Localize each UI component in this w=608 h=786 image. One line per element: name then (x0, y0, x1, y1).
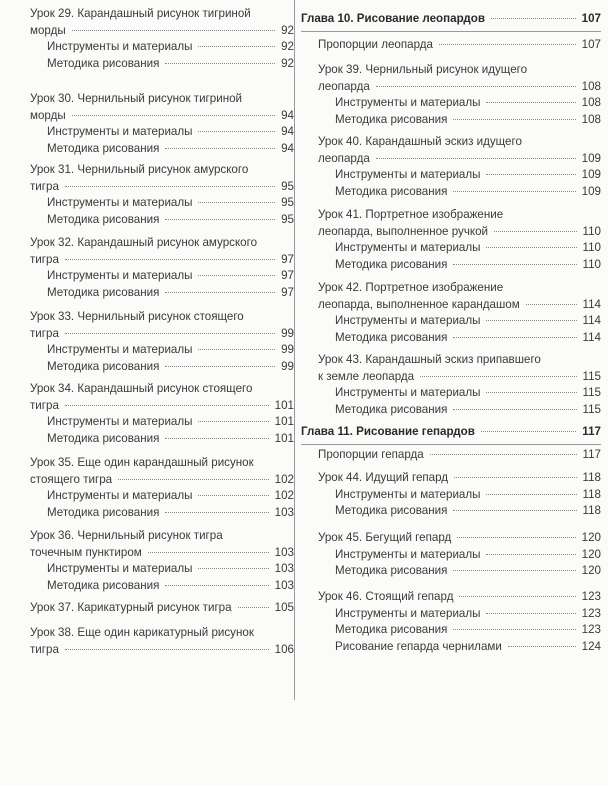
subentry-row-title: Методика рисования (335, 330, 448, 344)
subentry-row-page: 103 (274, 505, 294, 519)
subentry-row-page: 99 (281, 343, 294, 356)
entry-row[interactable] (301, 37, 601, 54)
subentry-row-page: 110 (582, 241, 601, 254)
dot-leader (486, 494, 576, 495)
toc-subentry (301, 184, 601, 201)
subentry-row[interactable] (301, 639, 601, 656)
entry-row-page: 107 (581, 38, 601, 51)
subentry-row-page: 109 (581, 168, 601, 181)
subentry-row-title: Инструменты и материалы (47, 562, 193, 575)
lesson-row-title: к земле леопарда (318, 369, 415, 383)
subentry-row-page: 123 (581, 623, 601, 636)
toc-subentry (0, 56, 294, 73)
dot-leader (526, 304, 577, 305)
subentry-row-title: Инструменты и материалы (335, 386, 481, 399)
subentry-row-title: Методика рисования (335, 623, 448, 636)
subentry-row[interactable] (0, 56, 294, 73)
lesson-title-line1: Урок 43. Карандашный эскиз припавшего (318, 353, 541, 366)
toc-subentry (301, 257, 601, 274)
dot-leader (198, 349, 275, 350)
lesson-row[interactable] (301, 224, 601, 241)
subentry-row[interactable] (0, 431, 294, 448)
subentry-row-page: 120 (581, 547, 601, 561)
lesson-row-title: тигра (30, 642, 59, 656)
subentry-row[interactable] (0, 578, 294, 595)
toc-subentry (0, 141, 294, 158)
toc-lesson (0, 625, 294, 658)
lesson-row-page: 92 (281, 23, 294, 37)
subentry-row[interactable] (0, 141, 294, 158)
subentry-row-title: Методика рисования (335, 504, 448, 517)
dot-leader (72, 30, 275, 31)
toc-lesson (0, 235, 294, 301)
subentry-row-title: Методика рисования (47, 285, 160, 299)
toc-subentry (0, 212, 294, 229)
toc-subentry (301, 487, 601, 504)
dot-leader (72, 115, 275, 116)
subentry-row-title: Инструменты и материалы (335, 96, 481, 109)
dot-leader (65, 649, 269, 650)
entry-row-page: 117 (582, 448, 601, 461)
dot-leader (165, 585, 268, 586)
subentry-row-page: 115 (582, 402, 601, 416)
dot-leader (165, 148, 275, 149)
dot-leader (198, 568, 268, 569)
subentry-row-title: Методика рисования (335, 112, 448, 126)
lesson-title-line1: Урок 35. Еще один карандашный рисунок (30, 456, 254, 469)
lesson-row-page: 106 (274, 642, 294, 656)
subentry-row-title: Инструменты и материалы (47, 269, 193, 282)
lesson-title-line1: Урок 31. Чернильный рисунок амурского (30, 163, 249, 176)
lesson-row-page: 110 (582, 224, 601, 238)
lesson-row[interactable] (301, 297, 601, 314)
lesson-row-title: точечным пунктиром (30, 545, 142, 559)
subentry-row-title: Методика рисования (47, 141, 160, 155)
dot-leader (165, 512, 268, 513)
subentry-row-page: 115 (582, 386, 601, 399)
subentry-row[interactable] (301, 167, 601, 184)
dot-leader (486, 247, 576, 248)
toc-subentry (301, 639, 601, 656)
subentry-row-title: Инструменты и материалы (47, 40, 193, 53)
subentry-row-title: Методика рисования (47, 212, 160, 226)
lesson-title-line1: Урок 33. Чернильный рисунок стоящего (30, 310, 244, 323)
subentry-row-title: Методика рисования (335, 402, 448, 416)
dot-leader (454, 477, 576, 478)
dot-leader (453, 264, 576, 265)
lesson-row[interactable] (301, 79, 601, 96)
toc-lesson (301, 352, 601, 418)
toc-lesson (0, 309, 294, 375)
column-divider (294, 0, 295, 700)
lesson-row-page: 102 (274, 472, 294, 486)
toc-lesson (301, 589, 601, 655)
dot-leader (118, 479, 269, 480)
subentry-row-title: Методика рисования (335, 564, 448, 577)
dot-leader (453, 570, 575, 571)
entry-row-title: Пропорции леопарда (318, 38, 433, 51)
lesson-row-title: Урок 44. Идущий гепард (318, 471, 449, 484)
dot-leader (65, 259, 275, 260)
subentry-row[interactable] (0, 124, 294, 141)
toc-subentry (0, 39, 294, 56)
toc-lesson (301, 470, 601, 520)
lesson-row-title: леопарда, выполненное карандашом (318, 297, 520, 311)
lesson-title-line1: Урок 41. Портретное изображение (318, 208, 504, 221)
subentry-row[interactable] (301, 563, 601, 580)
dot-leader (453, 191, 575, 192)
lesson-title-line1: Урок 39. Чернильный рисунок идущего (318, 63, 528, 76)
toc-subentry (0, 285, 294, 302)
subentry-row-title: Инструменты и материалы (47, 489, 193, 502)
lesson-row-page: 97 (281, 252, 294, 266)
lesson-title-line1: Урок 38. Еще один карикатурный рисунок (30, 626, 254, 639)
subentry-row-page: 114 (582, 330, 601, 344)
toc-entry (301, 37, 601, 54)
subentry-row-page: 92 (281, 40, 294, 53)
dot-leader (65, 405, 269, 406)
subentry-row[interactable] (0, 342, 294, 359)
toc-subentry (0, 124, 294, 141)
toc-subentry (301, 167, 601, 184)
subentry-row[interactable] (301, 606, 601, 623)
toc-subentry (301, 330, 601, 347)
dot-leader (165, 438, 268, 439)
toc-lesson (301, 530, 601, 580)
entry-row-page: 105 (274, 601, 294, 614)
lesson-row[interactable] (301, 151, 601, 168)
lesson-row[interactable] (0, 326, 294, 343)
subentry-row[interactable] (301, 184, 601, 201)
subentry-row[interactable] (301, 503, 601, 520)
entry-row[interactable] (301, 447, 601, 464)
lesson-row-page: 109 (581, 151, 601, 165)
lesson-row-title: стоящего тигра (30, 472, 113, 486)
dot-leader (65, 186, 275, 187)
subentry-row-page: 103 (274, 578, 294, 592)
subentry-row[interactable] (0, 39, 294, 56)
dot-leader (198, 421, 268, 422)
subentry-row-title: Инструменты и материалы (335, 241, 481, 254)
subentry-row[interactable] (0, 212, 294, 229)
toc-subentry (301, 240, 601, 257)
lesson-row-page: 95 (281, 179, 294, 193)
subentry-row-page: 95 (281, 196, 294, 209)
lesson-row[interactable] (0, 642, 294, 659)
toc-subentry (301, 385, 601, 402)
dot-leader (165, 292, 275, 293)
dot-leader (198, 275, 275, 276)
subentry-row[interactable] (301, 487, 601, 504)
dot-leader (198, 46, 275, 47)
toc-lesson (0, 91, 294, 157)
subentry-row-title: Рисование гепарда чернилами (335, 639, 502, 653)
toc-subentry (0, 359, 294, 376)
subentry-row-page: 108 (581, 96, 601, 109)
lesson-row-page: 123 (581, 590, 601, 603)
lesson-row[interactable] (301, 589, 601, 606)
toc-subentry (0, 488, 294, 505)
lesson-row-title: тигра (30, 252, 59, 266)
subentry-row[interactable] (0, 195, 294, 212)
subentry-row[interactable] (301, 313, 601, 330)
subentry-row[interactable] (0, 285, 294, 302)
dot-leader (148, 552, 269, 553)
toc-entry (301, 447, 601, 464)
subentry-row[interactable] (301, 257, 601, 274)
dot-leader (486, 102, 575, 103)
toc-subentry (301, 547, 601, 564)
dot-leader (457, 537, 575, 538)
subentry-row-title: Инструменты и материалы (335, 547, 481, 561)
lesson-title-line1: Урок 29. Карандашный рисунок тигриной (30, 7, 251, 20)
subentry-row-page: 95 (281, 212, 294, 226)
toc-subentry (0, 561, 294, 578)
subentry-row-title: Инструменты и материалы (335, 314, 481, 327)
entry-row-title: Пропорции гепарда (318, 448, 424, 461)
dot-leader (238, 607, 269, 608)
subentry-row-title: Инструменты и материалы (335, 487, 481, 501)
lesson-row[interactable] (301, 470, 601, 487)
lesson-row-title: тигра (30, 326, 59, 340)
subentry-row-page: 118 (582, 487, 601, 501)
chapter-row-page: 117 (582, 425, 601, 438)
lesson-row-page: 118 (582, 471, 601, 484)
entry-row[interactable] (0, 600, 294, 617)
lesson-row[interactable] (0, 179, 294, 196)
subentry-row-title: Методика рисования (47, 56, 160, 70)
lesson-row[interactable] (0, 252, 294, 269)
subentry-row[interactable] (0, 488, 294, 505)
subentry-row-title: Методика рисования (335, 184, 448, 198)
dot-leader (453, 629, 575, 630)
dot-leader (481, 431, 576, 432)
subentry-row-page: 102 (274, 489, 294, 502)
lesson-row-title: тигра (30, 179, 59, 193)
subentry-row[interactable] (301, 385, 601, 402)
toc-subentry (301, 503, 601, 520)
lesson-title-line1: Урок 36. Чернильный рисунок тигра (30, 529, 223, 542)
dot-leader (459, 596, 575, 597)
subentry-row-page: 124 (581, 639, 601, 653)
subentry-row-page: 97 (281, 285, 294, 299)
subentry-row-title: Методика рисования (335, 257, 448, 271)
lesson-title-line1: Урок 32. Карандашный рисунок амурского (30, 236, 258, 249)
toc-entry (0, 600, 294, 617)
dot-leader (453, 409, 576, 410)
chapter-row-page: 107 (581, 12, 601, 25)
dot-leader (65, 333, 275, 334)
subentry-row[interactable] (301, 240, 601, 257)
subentry-row-page: 94 (281, 125, 294, 138)
toc-subentry (301, 95, 601, 112)
lesson-row-page: 101 (274, 398, 294, 412)
lesson-row-page: 115 (582, 369, 601, 383)
subentry-row-page: 123 (581, 606, 601, 620)
toc-subentry (301, 563, 601, 580)
dot-leader (491, 18, 576, 19)
dot-leader (453, 510, 576, 511)
dot-leader (198, 495, 268, 496)
subentry-row-page: 103 (274, 562, 294, 575)
toc-subentry (301, 313, 601, 330)
subentry-row-page: 92 (281, 56, 294, 70)
lesson-title-line1: Урок 30. Чернильный рисунок тигриной (30, 92, 243, 105)
dot-leader (165, 219, 275, 220)
toc-subentry (301, 112, 601, 129)
chapter-row-title: Глава 10. Рисование леопардов (301, 12, 485, 25)
lesson-title-line1: Урок 42. Портретное изображение (318, 281, 504, 294)
chapter-row-title: Глава 11. Рисование гепардов (301, 425, 475, 438)
lesson-row-title: Урок 45. Бегущий гепард (318, 531, 452, 544)
dot-leader (453, 119, 575, 120)
lesson-row-title: леопарда, выполненное ручкой (318, 224, 489, 238)
subentry-row-title: Инструменты и материалы (47, 415, 193, 428)
subentry-row[interactable] (301, 622, 601, 639)
subentry-row[interactable] (301, 547, 601, 564)
lesson-row-page: 120 (581, 531, 601, 544)
subentry-row-page: 118 (582, 504, 601, 517)
dot-leader (486, 320, 576, 321)
dot-leader (198, 131, 275, 132)
dot-leader (453, 337, 576, 338)
subentry-row[interactable] (0, 414, 294, 431)
lesson-row-page: 103 (274, 545, 294, 559)
lesson-row-page: 114 (582, 297, 601, 311)
lesson-row-title: леопарда (318, 79, 370, 93)
subentry-row-page: 110 (582, 257, 601, 271)
toc-chapter (301, 11, 601, 32)
dot-leader (165, 63, 275, 64)
lesson-row-title: тигра (30, 398, 59, 412)
dot-leader (430, 454, 577, 455)
chapter-row[interactable] (301, 11, 601, 28)
toc-chapter (301, 424, 601, 445)
subentry-row-page: 120 (581, 564, 601, 577)
lesson-row-title: леопарда (318, 151, 370, 165)
subentry-row[interactable] (301, 330, 601, 347)
subentry-row-page: 99 (281, 359, 294, 373)
subentry-row-title: Методика рисования (47, 505, 160, 519)
dot-leader (376, 158, 576, 159)
lesson-row[interactable] (0, 472, 294, 489)
subentry-row-title: Методика рисования (47, 359, 160, 373)
toc-subentry (0, 578, 294, 595)
toc-lesson (0, 455, 294, 521)
toc-lesson (0, 6, 294, 72)
toc-subentry (301, 622, 601, 639)
dot-leader (439, 44, 576, 45)
subentry-row-title: Методика рисования (47, 578, 160, 592)
toc-lesson (301, 207, 601, 273)
subentry-row[interactable] (301, 112, 601, 129)
subentry-row-title: Инструменты и материалы (47, 343, 193, 356)
lesson-title-line1: Урок 34. Карандашный рисунок стоящего (30, 382, 253, 395)
dot-leader (494, 231, 577, 232)
subentry-row-title: Инструменты и материалы (47, 196, 193, 209)
subentry-row-page: 94 (281, 141, 294, 155)
lesson-row-title: Урок 46. Стоящий гепард (318, 590, 454, 603)
toc-subentry (0, 414, 294, 431)
chapter-row[interactable] (301, 424, 601, 441)
subentry-row-title: Инструменты и материалы (47, 125, 193, 138)
lesson-row[interactable] (0, 23, 294, 40)
dot-leader (486, 392, 576, 393)
lesson-row-page: 99 (281, 326, 294, 340)
subentry-row-title: Инструменты и материалы (335, 606, 481, 620)
toc-lesson (0, 528, 294, 594)
toc-lesson (301, 280, 601, 346)
lesson-row-page: 94 (281, 108, 294, 122)
dot-leader (486, 174, 575, 175)
subentry-row[interactable] (0, 359, 294, 376)
subentry-row-page: 101 (274, 431, 294, 445)
toc-lesson (0, 162, 294, 228)
dot-leader (165, 366, 275, 367)
lesson-row[interactable] (301, 369, 601, 386)
toc-lesson (301, 134, 601, 200)
toc-subentry (0, 268, 294, 285)
subentry-row-title: Методика рисования (47, 431, 160, 445)
lesson-row[interactable] (0, 108, 294, 125)
subentry-row[interactable] (301, 95, 601, 112)
subentry-row-title: Инструменты и материалы (335, 168, 481, 181)
subentry-row[interactable] (0, 561, 294, 578)
lesson-row[interactable] (301, 530, 601, 547)
toc-subentry (0, 505, 294, 522)
subentry-row[interactable] (0, 268, 294, 285)
dot-leader (198, 202, 275, 203)
dot-leader (486, 613, 575, 614)
subentry-row-page: 97 (281, 269, 294, 282)
subentry-row[interactable] (0, 505, 294, 522)
toc-lesson (0, 381, 294, 447)
toc-lesson (301, 62, 601, 128)
subentry-row-page: 109 (581, 184, 601, 198)
toc-subentry (0, 431, 294, 448)
lesson-row[interactable] (0, 398, 294, 415)
toc-subentry (301, 402, 601, 419)
dot-leader (420, 376, 576, 377)
dot-leader (508, 646, 576, 647)
lesson-row-title: морды (30, 23, 66, 37)
subentry-row-page: 101 (274, 415, 294, 428)
entry-row-title: Урок 37. Карикатурный рисунок тигра (30, 601, 232, 614)
dot-leader (486, 554, 575, 555)
subentry-row[interactable] (301, 402, 601, 419)
subentry-row-page: 108 (581, 112, 601, 126)
dot-leader (376, 86, 576, 87)
toc-subentry (0, 342, 294, 359)
lesson-row[interactable] (0, 545, 294, 562)
lesson-row-page: 108 (581, 79, 601, 93)
toc-subentry (301, 606, 601, 623)
lesson-title-line1: Урок 40. Карандашный эскиз идущего (318, 135, 522, 148)
subentry-row-page: 114 (582, 314, 601, 327)
toc-subentry (0, 195, 294, 212)
lesson-row-title: морды (30, 108, 66, 122)
